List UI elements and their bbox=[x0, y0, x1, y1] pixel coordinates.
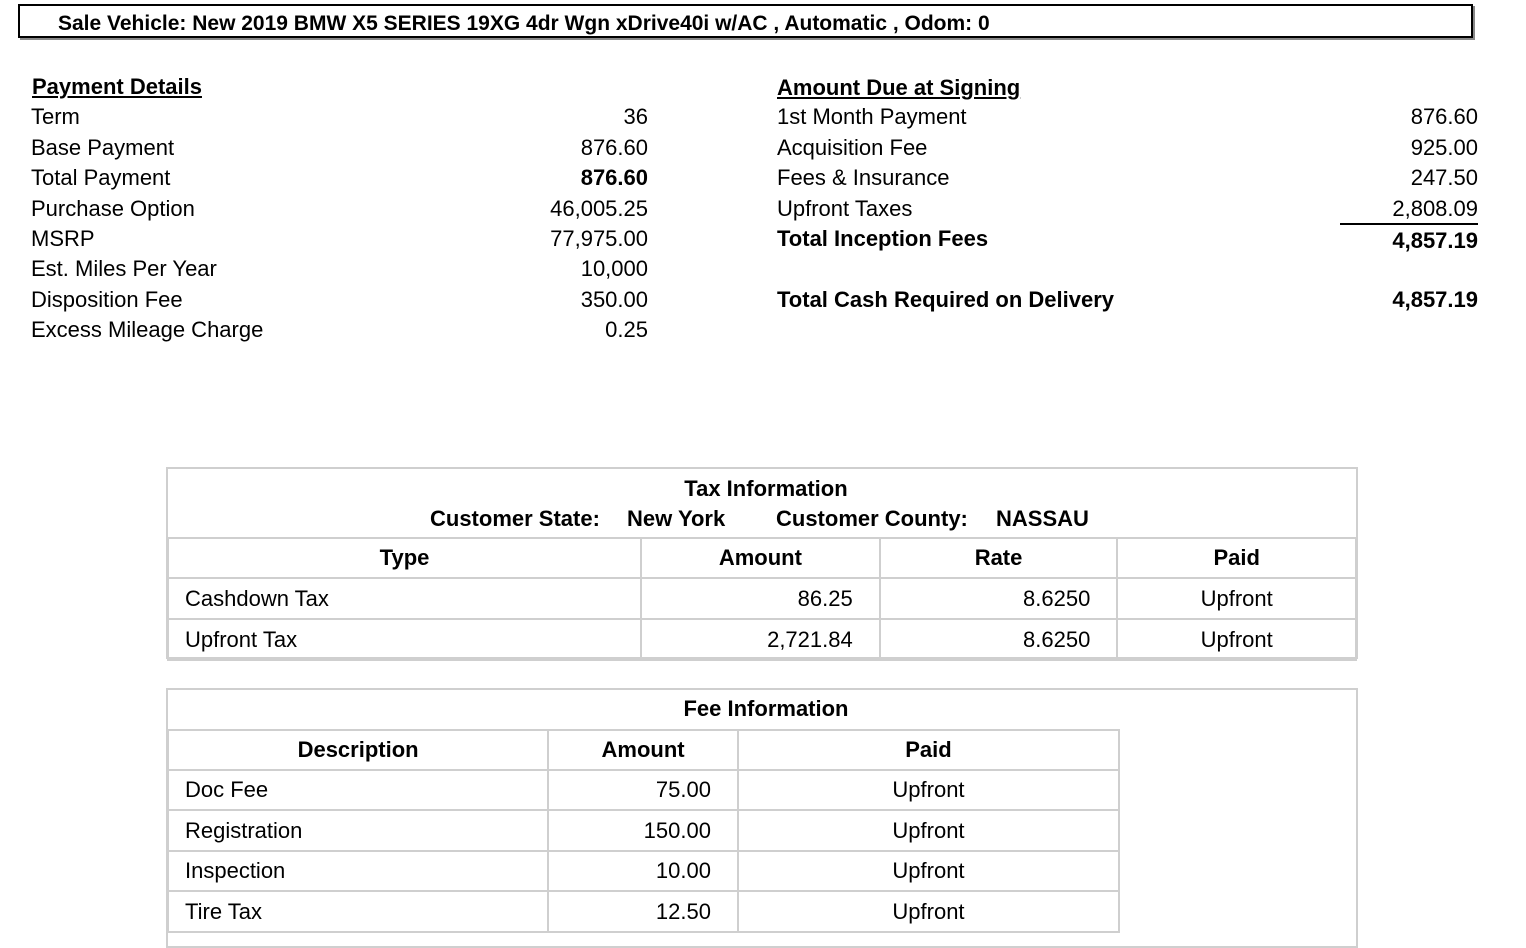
table-row bbox=[168, 851, 1119, 891]
pd-base-payment-value: 876.60 bbox=[580, 135, 648, 160]
pd-term-label: Term bbox=[31, 104, 80, 129]
table-row bbox=[168, 891, 1119, 932]
fee-col-description: Description bbox=[168, 730, 548, 770]
tax-rate-cell: 8.6250 bbox=[880, 619, 1118, 660]
ad-total-inception-value: 4,857.19 bbox=[1392, 228, 1478, 253]
fee-description-cell: Doc Fee bbox=[168, 770, 548, 810]
table-row bbox=[168, 770, 1119, 810]
pd-purchase-option-value: 46,005.25 bbox=[550, 196, 648, 221]
total-divider bbox=[1340, 223, 1478, 225]
pd-miles-label: Est. Miles Per Year bbox=[31, 256, 217, 281]
customer-county-value: NASSAU bbox=[996, 506, 1089, 531]
ad-first-month-value: 876.60 bbox=[1410, 104, 1478, 129]
tax-info-title: Tax Information bbox=[684, 476, 848, 501]
ad-fees-insurance-value: 247.50 bbox=[1410, 165, 1478, 190]
tax-amount-cell: 2,721.84 bbox=[641, 619, 880, 660]
ad-fees-insurance-label: Fees & Insurance bbox=[777, 165, 950, 190]
fee-amount-cell: 12.50 bbox=[548, 891, 738, 932]
ad-total-inception-label: Total Inception Fees bbox=[777, 226, 989, 251]
ad-first-month-label: 1st Month Payment bbox=[777, 104, 967, 129]
pd-disposition-fee-value: 350.00 bbox=[580, 287, 648, 312]
tax-table-header bbox=[168, 538, 1356, 578]
pd-total-payment-value: 876.60 bbox=[580, 165, 648, 190]
ad-total-cash-label: Total Cash Required on Delivery bbox=[777, 287, 1115, 312]
vehicle-header-text: Sale Vehicle: New 2019 BMW X5 SERIES 19XG 4dr Wgn xDrive40i w/AC , Automatic , Odom: 0 bbox=[58, 12, 990, 35]
customer-state-label: Customer State: bbox=[430, 506, 600, 531]
amount-due-title: Amount Due at Signing bbox=[777, 75, 1021, 100]
tax-type-cell: Cashdown Tax bbox=[168, 578, 641, 619]
pd-msrp-label: MSRP bbox=[31, 226, 95, 251]
tax-col-amount: Amount bbox=[641, 538, 880, 578]
fee-description-cell: Inspection bbox=[168, 851, 548, 891]
tax-col-rate: Rate bbox=[880, 538, 1118, 578]
ad-acquisition-fee-value: 925.00 bbox=[1410, 135, 1478, 160]
tax-amount-cell: 86.25 bbox=[641, 578, 880, 619]
fee-info-title: Fee Information bbox=[683, 696, 849, 721]
table-row bbox=[168, 810, 1119, 851]
fee-amount-cell: 150.00 bbox=[548, 810, 738, 851]
pd-total-payment-label: Total Payment bbox=[31, 165, 171, 190]
fee-col-paid: Paid bbox=[738, 730, 1119, 770]
tax-rate-cell: 8.6250 bbox=[880, 578, 1118, 619]
pd-excess-mileage-value: 0.25 bbox=[605, 317, 648, 342]
ad-upfront-taxes-label: Upfront Taxes bbox=[777, 196, 913, 221]
fee-paid-cell: Upfront bbox=[738, 770, 1119, 810]
customer-county-label: Customer County: bbox=[776, 506, 968, 531]
vehicle-header bbox=[18, 4, 1473, 38]
tax-type-cell: Upfront Tax bbox=[168, 619, 641, 660]
pd-disposition-fee-label: Disposition Fee bbox=[31, 287, 183, 312]
fee-paid-cell: Upfront bbox=[738, 810, 1119, 851]
fee-table-header bbox=[168, 730, 1119, 770]
pd-term-value: 36 bbox=[623, 104, 648, 129]
customer-state-value: New York bbox=[627, 506, 726, 531]
fee-table bbox=[167, 729, 1120, 933]
payment-details-title: Payment Details bbox=[32, 74, 202, 99]
pd-excess-mileage-label: Excess Mileage Charge bbox=[31, 317, 264, 342]
fee-col-amount: Amount bbox=[548, 730, 738, 770]
table-row bbox=[168, 578, 1356, 619]
pd-msrp-value: 77,975.00 bbox=[550, 226, 648, 251]
pd-base-payment-label: Base Payment bbox=[31, 135, 175, 160]
tax-table bbox=[167, 537, 1357, 661]
pd-purchase-option-label: Purchase Option bbox=[31, 196, 195, 221]
ad-total-cash-value: 4,857.19 bbox=[1392, 287, 1478, 312]
ad-acquisition-fee-label: Acquisition Fee bbox=[777, 135, 928, 160]
ad-upfront-taxes-value: 2,808.09 bbox=[1392, 196, 1478, 221]
tax-col-paid: Paid bbox=[1117, 538, 1356, 578]
fee-paid-cell: Upfront bbox=[738, 891, 1119, 932]
pd-miles-value: 10,000 bbox=[580, 256, 648, 281]
tax-paid-cell: Upfront bbox=[1117, 619, 1356, 660]
fee-amount-cell: 75.00 bbox=[548, 770, 738, 810]
fee-amount-cell: 10.00 bbox=[548, 851, 738, 891]
fee-description-cell: Registration bbox=[168, 810, 548, 851]
fee-description-cell: Tire Tax bbox=[168, 891, 548, 932]
fee-paid-cell: Upfront bbox=[738, 851, 1119, 891]
tax-paid-cell: Upfront bbox=[1117, 578, 1356, 619]
tax-col-type: Type bbox=[168, 538, 641, 578]
table-row bbox=[168, 619, 1356, 660]
